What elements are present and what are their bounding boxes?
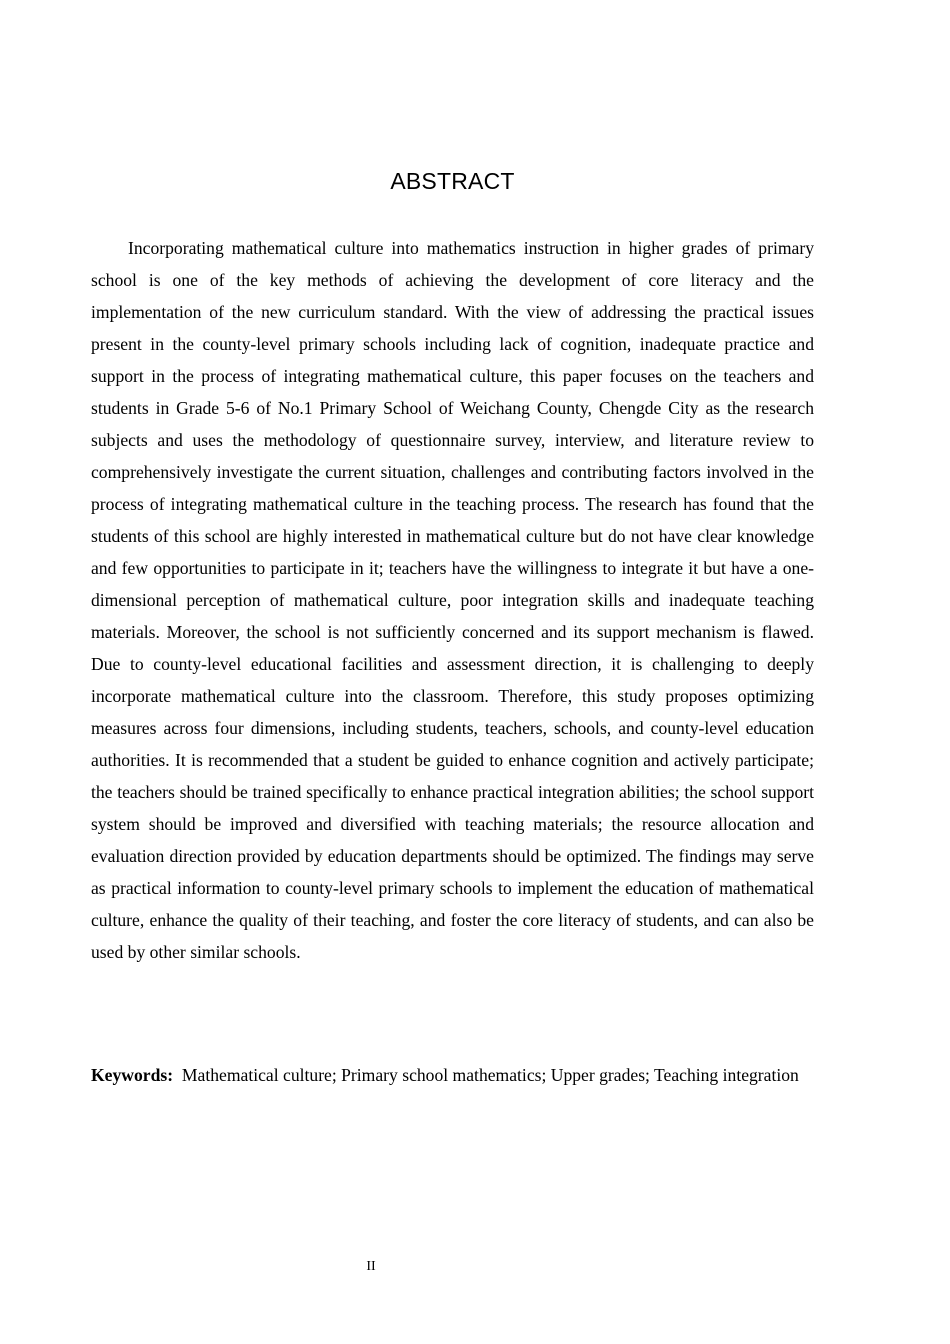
keywords-list: Mathematical culture; Primary school mathematics; Upper grades; Teaching integration: [181, 1065, 799, 1085]
page-number: II: [366, 1259, 376, 1274]
abstract-title: ABSTRACT: [390, 168, 515, 194]
keywords-line: [91, 1059, 814, 1091]
keywords-label: Keywords:: [91, 1065, 174, 1085]
abstract-body: Incorporating mathematical culture into mathematics instruction in higher grades of primary school is one of the key methods of achieving the development of core literacy and the implementation of the new curriculum standard. With the view of addressing the practical issues present in the county-level primary schools including lack of cognition, inadequate practice and support in the process of integrating mathematical culture, this paper focuses on the teachers and students in Grade 5-6 of No.1 Primary School of Weichang County, Chengde City as the research subjects and uses the methodology of questionnaire survey, interview, and literature review to comprehensively investigate the current situation, challenges and contributing factors involved in the process of integrating mathematical culture in the teaching process. The research has found that the students of this school are highly interested in mathematical culture but do not have clear knowledge and few opportunities to participate in it; teachers have the willingness to integrate it but have a one-dimensional perception of mathematical culture, poor integration skills and inadequate teaching materials. Moreover, the school is not sufficiently concerned and its support mechanism is flawed. Due to county-level educational facilities and assessment direction, it is challenging to deeply incorporate mathematical culture into the classroom. Therefore, this study proposes optimizing measures across four dimensions, including students, teachers, schools, and county-level education authorities. It is recommended that a student be guided to enhance cognition and actively participate; the teachers should be trained specifically to enhance practical integration abilities; the school support system should be improved and diversified with teaching materials; the resource allocation and evaluation direction provided by education departments should be optimized. The findings may serve as practical information to county-level primary schools to implement the education of mathematical culture, enhance the quality of their teaching, and foster the core literacy of students, and can also be used by other similar schools.: [91, 238, 814, 962]
